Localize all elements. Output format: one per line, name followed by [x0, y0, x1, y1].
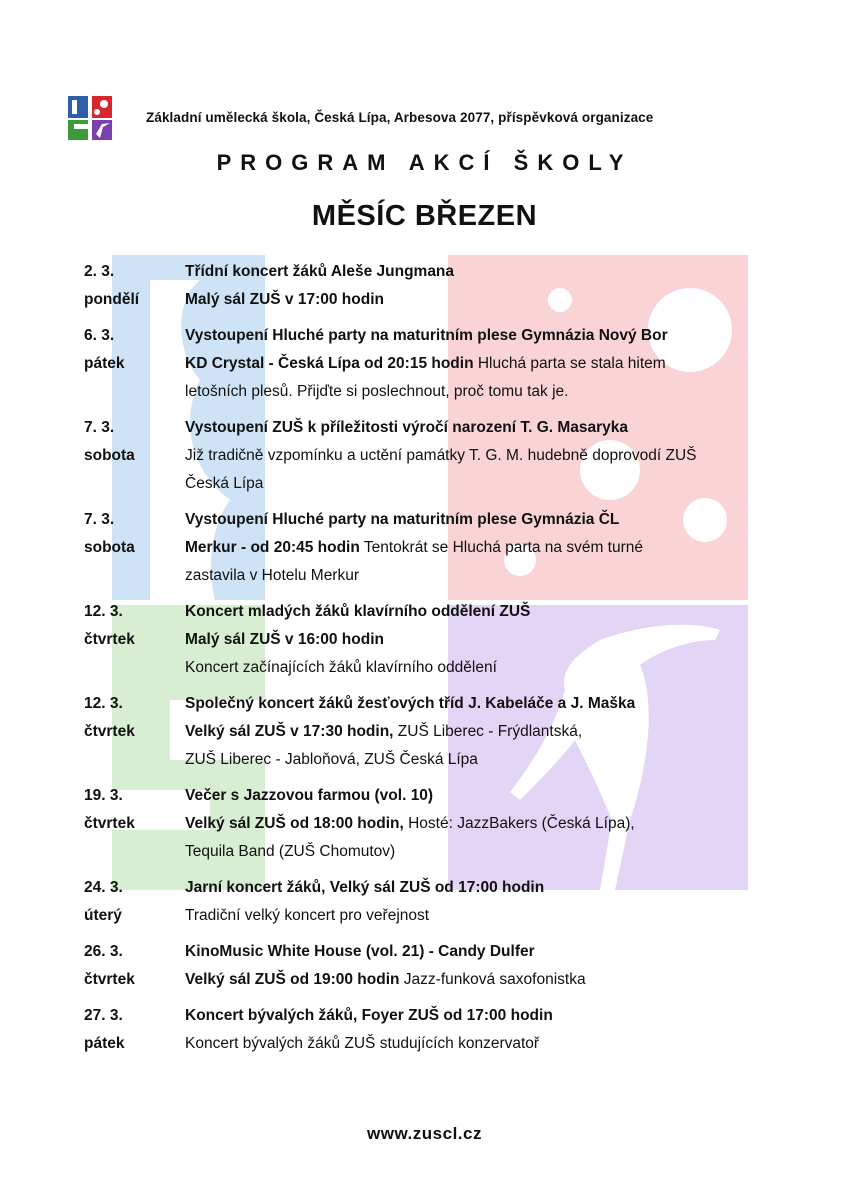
- event-date: 7. 3.: [84, 419, 115, 436]
- event-date-column: [84, 258, 185, 314]
- event-date-column: [84, 690, 185, 774]
- event-item: [84, 782, 804, 866]
- event-detail-line: [185, 534, 804, 562]
- event-note: ZUŠ Liberec - Frýdlantská,: [393, 723, 583, 740]
- event-item: [84, 598, 804, 682]
- event-description: [185, 258, 804, 314]
- logo-red-dot: [94, 109, 100, 115]
- event-item: [84, 258, 804, 314]
- event-weekday: pátek: [84, 1035, 125, 1052]
- logo-green-part: [68, 120, 88, 140]
- event-note: letošních plesů. Přijďte si poslechnout, proč tomu tak je.: [185, 383, 569, 400]
- event-item: [84, 874, 804, 930]
- event-date: 6. 3.: [84, 327, 115, 344]
- event-venue-time: Velký sál ZUŠ od 18:00 hodin,: [185, 815, 404, 832]
- event-weekday: sobota: [84, 539, 135, 556]
- event-detail-line: [185, 378, 804, 406]
- page-title: PROGRAM AKCÍ ŠKOLY: [216, 150, 633, 175]
- event-date: 7. 3.: [84, 511, 115, 528]
- event-detail-line: [185, 470, 804, 498]
- event-venue-time: KD Crystal - Česká Lípa od 20:15 hodin: [185, 355, 474, 372]
- website-link[interactable]: www.zuscl.cz: [367, 1124, 482, 1143]
- event-item: [84, 414, 804, 498]
- event-detail-line: [185, 442, 804, 470]
- event-date-column: [84, 938, 185, 994]
- event-description: [185, 506, 804, 590]
- event-description: [185, 598, 804, 682]
- event-note: Koncert bývalých žáků ZUŠ studujících konzervatoř: [185, 1035, 540, 1052]
- event-date-column: [84, 414, 185, 498]
- event-date-column: [84, 782, 185, 866]
- event-detail-line: [185, 902, 804, 930]
- event-detail-line: [185, 718, 804, 746]
- event-date: 26. 3.: [84, 943, 123, 960]
- event-weekday: pondělí: [84, 291, 140, 308]
- event-date: 12. 3.: [84, 603, 123, 620]
- logo-red-dot: [100, 100, 108, 108]
- event-date-column: [84, 598, 185, 682]
- event-title: KinoMusic White House (vol. 21) - Candy Dulfer: [185, 943, 535, 960]
- event-date: 2. 3.: [84, 263, 115, 280]
- school-logo: [66, 94, 114, 142]
- school-name: Základní umělecká škola, Česká Lípa, Arbesova 2077, příspěvková organizace: [146, 110, 654, 125]
- event-date: 12. 3.: [84, 695, 123, 712]
- event-description: [185, 690, 804, 774]
- event-weekday: čtvrtek: [84, 723, 135, 740]
- event-venue-time: Malý sál ZUŠ v 16:00 hodin: [185, 631, 384, 648]
- event-description: [185, 322, 804, 406]
- event-note: Hluchá parta se stala hitem: [473, 355, 666, 372]
- event-date-column: [84, 322, 185, 406]
- event-note: Tentokrát se Hluchá parta na svém turné: [359, 539, 644, 556]
- event-item: [84, 322, 804, 406]
- event-note: Tequila Band (ZUŠ Chomutov): [185, 843, 396, 860]
- event-weekday: úterý: [84, 907, 122, 924]
- event-title: Vystoupení Hluché party na maturitním plese Gymnázia Nový Bor: [185, 327, 668, 344]
- event-title: Večer s Jazzovou farmou (vol. 10): [185, 787, 434, 804]
- event-detail-line: [185, 350, 804, 378]
- event-note: Česká Lípa: [185, 475, 264, 492]
- event-title: Společný koncert žáků žesťových tříd J. Kabeláče a J. Maška: [185, 695, 636, 712]
- event-title: Koncert bývalých žáků, Foyer ZUŠ od 17:00 hodin: [185, 1007, 553, 1024]
- event-detail-line: [185, 626, 804, 654]
- event-detail-line: [185, 562, 804, 590]
- event-title: Koncert mladých žáků klavírního oddělení ZUŠ: [185, 603, 531, 620]
- event-description: [185, 938, 804, 994]
- event-detail-line: [185, 1030, 804, 1058]
- event-date-column: [84, 506, 185, 590]
- event-title: Vystoupení Hluché party na maturitním plese Gymnázia ČL: [185, 511, 620, 528]
- event-date-column: [84, 874, 185, 930]
- event-weekday: čtvrtek: [84, 815, 135, 832]
- event-note: Koncert začínajících žáků klavírního oddělení: [185, 659, 497, 676]
- event-item: [84, 938, 804, 994]
- event-description: [185, 874, 804, 930]
- event-title: Jarní koncert žáků, Velký sál ZUŠ od 17:00 hodin: [185, 879, 545, 896]
- logo-white-cut: [74, 124, 88, 129]
- event-description: [185, 782, 804, 866]
- logo-white-cut: [72, 100, 77, 114]
- event-title: Vystoupení ZUŠ k příležitosti výročí narození T. G. Masaryka: [185, 419, 629, 436]
- event-item: [84, 506, 804, 590]
- event-note: zastavila v Hotelu Merkur: [185, 567, 360, 584]
- event-venue-time: Velký sál ZUŠ od 19:00 hodin: [185, 971, 400, 988]
- event-venue-time: Malý sál ZUŠ v 17:00 hodin: [185, 291, 384, 308]
- event-weekday: sobota: [84, 447, 135, 464]
- month-heading: MĚSÍC BŘEZEN: [311, 200, 538, 232]
- event-venue-time: Velký sál ZUŠ v 17:30 hodin,: [185, 723, 394, 740]
- event-detail-line: [185, 810, 804, 838]
- event-weekday: čtvrtek: [84, 971, 135, 988]
- event-item: [84, 690, 804, 774]
- event-weekday: pátek: [84, 355, 125, 372]
- event-item: [84, 1002, 804, 1058]
- events-list: [84, 258, 804, 1066]
- event-note: Již tradičně vzpomínku a uctění památky T. G. M. hudebně doprovodí ZUŠ: [185, 447, 697, 464]
- event-description: [185, 1002, 804, 1058]
- event-date: 27. 3.: [84, 1007, 123, 1024]
- event-weekday: čtvrtek: [84, 631, 135, 648]
- event-title: Třídní koncert žáků Aleše Jungmana: [185, 263, 455, 280]
- event-detail-line: [185, 746, 804, 774]
- event-date-column: [84, 1002, 185, 1058]
- event-note: ZUŠ Liberec - Jabloňová, ZUŠ Česká Lípa: [185, 751, 478, 768]
- event-date: 19. 3.: [84, 787, 123, 804]
- event-detail-line: [185, 286, 804, 314]
- event-venue-time: Merkur - od 20:45 hodin: [185, 539, 360, 556]
- logo-blue-part: [68, 96, 88, 118]
- event-detail-line: [185, 838, 804, 866]
- event-note: Tradiční velký koncert pro veřejnost: [185, 907, 430, 924]
- event-description: [185, 414, 804, 498]
- event-detail-line: [185, 654, 804, 682]
- event-note: Jazz-funková saxofonistka: [399, 971, 586, 988]
- event-date: 24. 3.: [84, 879, 123, 896]
- event-detail-line: [185, 966, 804, 994]
- event-note: Hosté: JazzBakers (Česká Lípa),: [403, 815, 635, 832]
